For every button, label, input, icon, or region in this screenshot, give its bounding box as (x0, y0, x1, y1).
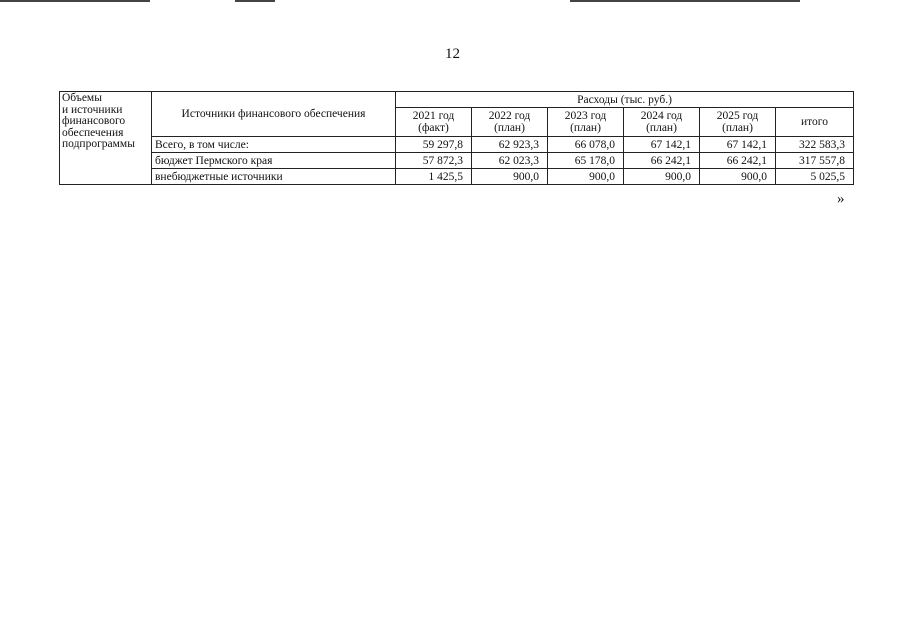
financing-table (59, 91, 854, 185)
year-header-2022: 2022 год (план) (472, 108, 548, 137)
year-header-2023: 2023 год (план) (548, 108, 624, 137)
closing-quote: » (837, 191, 845, 207)
value-cell-total: 5 025,5 (776, 169, 854, 185)
page-number: 12 (445, 46, 460, 62)
table-row (60, 153, 854, 169)
row-label-total: Всего, в том числе: (152, 137, 396, 153)
value-cell: 62 023,3 (472, 153, 548, 169)
value-cell: 66 242,1 (624, 153, 700, 169)
value-cell: 62 923,3 (472, 137, 548, 153)
value-cell: 57 872,3 (396, 153, 472, 169)
value-cell: 1 425,5 (396, 169, 472, 185)
year-header-2024: 2024 год (план) (624, 108, 700, 137)
value-cell: 900,0 (700, 169, 776, 185)
subprogram-financing-label: Объемы и источники финансового обеспечения подпрограммы (60, 92, 152, 185)
value-cell-total: 317 557,8 (776, 153, 854, 169)
expenses-header: Расходы (тыс. руб.) (396, 92, 854, 108)
value-cell-total: 322 583,3 (776, 137, 854, 153)
value-cell: 66 242,1 (700, 153, 776, 169)
value-cell: 900,0 (548, 169, 624, 185)
table-row (60, 137, 854, 153)
value-cell: 66 078,0 (548, 137, 624, 153)
year-header-total: итого (776, 108, 854, 137)
scan-edge-mark-right (570, 0, 800, 2)
scan-edge-mark-left (0, 0, 150, 2)
value-cell: 67 142,1 (624, 137, 700, 153)
value-cell: 900,0 (624, 169, 700, 185)
value-cell: 59 297,8 (396, 137, 472, 153)
year-header-2025: 2025 год (план) (700, 108, 776, 137)
table-row (60, 169, 854, 185)
row-label-extrabudgetary: внебюджетные источники (152, 169, 396, 185)
sources-header: Источники финансового обеспечения (152, 92, 396, 137)
value-cell: 67 142,1 (700, 137, 776, 153)
value-cell: 65 178,0 (548, 153, 624, 169)
table-header-row (60, 92, 854, 108)
scan-edge-mark-mid (235, 0, 275, 2)
row-label-regional-budget: бюджет Пермского края (152, 153, 396, 169)
value-cell: 900,0 (472, 169, 548, 185)
year-header-2021: 2021 год (факт) (396, 108, 472, 137)
